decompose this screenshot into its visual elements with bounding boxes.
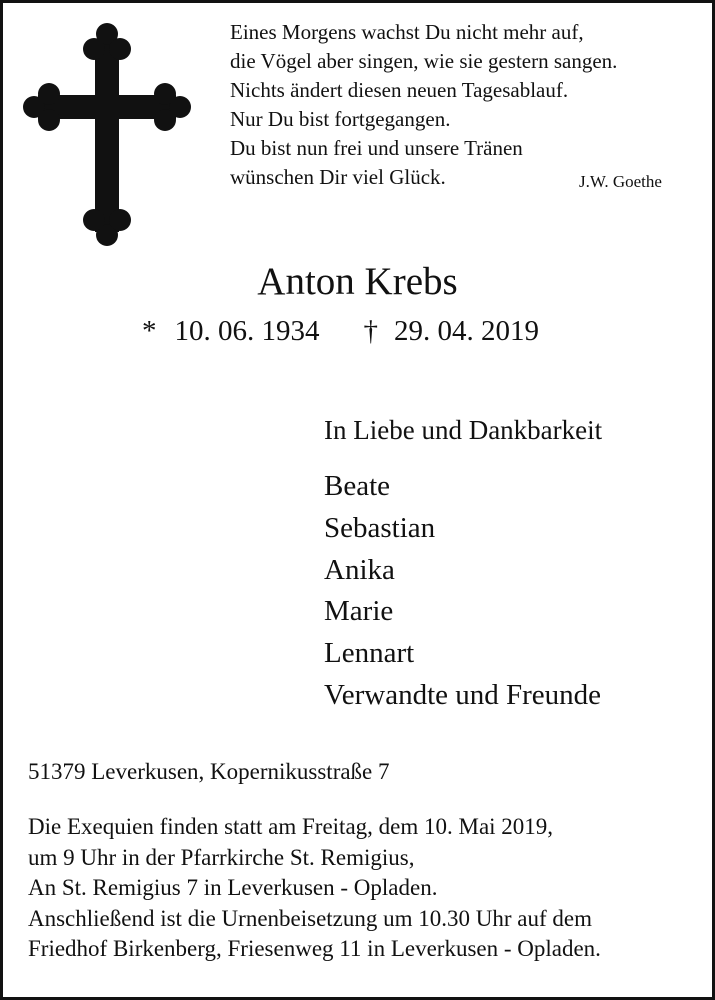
poem-line: Du bist nun frei und unsere Tränen	[230, 136, 523, 160]
mourner-name: Beate	[324, 470, 391, 502]
service-line: um 9 Uhr in der Pfarrkirche St. Remigius,	[28, 844, 415, 870]
life-dates	[142, 312, 539, 350]
poem-line: die Vögel aber singen, wie sie gestern sangen.	[230, 49, 618, 73]
poem-line: wünschen Dir viel Glück.	[230, 165, 446, 189]
poem-line: Nur Du bist fortgegangen.	[230, 107, 451, 131]
death-date: 29. 04. 2019	[394, 315, 539, 347]
budded-cross-icon	[22, 22, 192, 247]
death-symbol: †	[363, 315, 378, 347]
mourner-name: Sebastian	[324, 511, 436, 544]
poem	[230, 18, 700, 192]
service-line: Anschließend ist die Urnenbeisetzung um 10.30 Uhr auf dem	[28, 905, 593, 931]
family-address: 51379 Leverkusen, Kopernikusstraße 7	[28, 759, 390, 784]
mourner-name: Verwandte und Freunde	[324, 678, 602, 711]
service-line: Die Exequien finden statt am Freitag, dem 10. Mai 2019,	[28, 814, 554, 839]
mourner-name: Marie	[324, 595, 394, 628]
birth-date: 10. 06. 1934	[174, 315, 320, 347]
service-info	[28, 812, 601, 965]
poem-line: Eines Morgens wachst Du nicht mehr auf,	[230, 20, 584, 44]
birth-symbol: *	[142, 315, 157, 347]
poem-author: J.W. Goethe	[579, 172, 662, 191]
deceased-name: Anton Krebs	[257, 260, 458, 303]
poem-line: Nichts ändert diesen neuen Tagesablauf.	[230, 78, 569, 102]
mourners-list	[324, 466, 601, 717]
service-line: Friedhof Birkenberg, Friesenweg 11 in Leverkusen - Opladen.	[28, 936, 601, 961]
service-line: An St. Remigius 7 in Leverkusen - Opladen.	[28, 875, 438, 900]
mourner-name: Anika	[324, 553, 395, 586]
mourner-name: Lennart	[324, 637, 415, 670]
dedication: In Liebe und Dankbarkeit	[324, 415, 603, 445]
